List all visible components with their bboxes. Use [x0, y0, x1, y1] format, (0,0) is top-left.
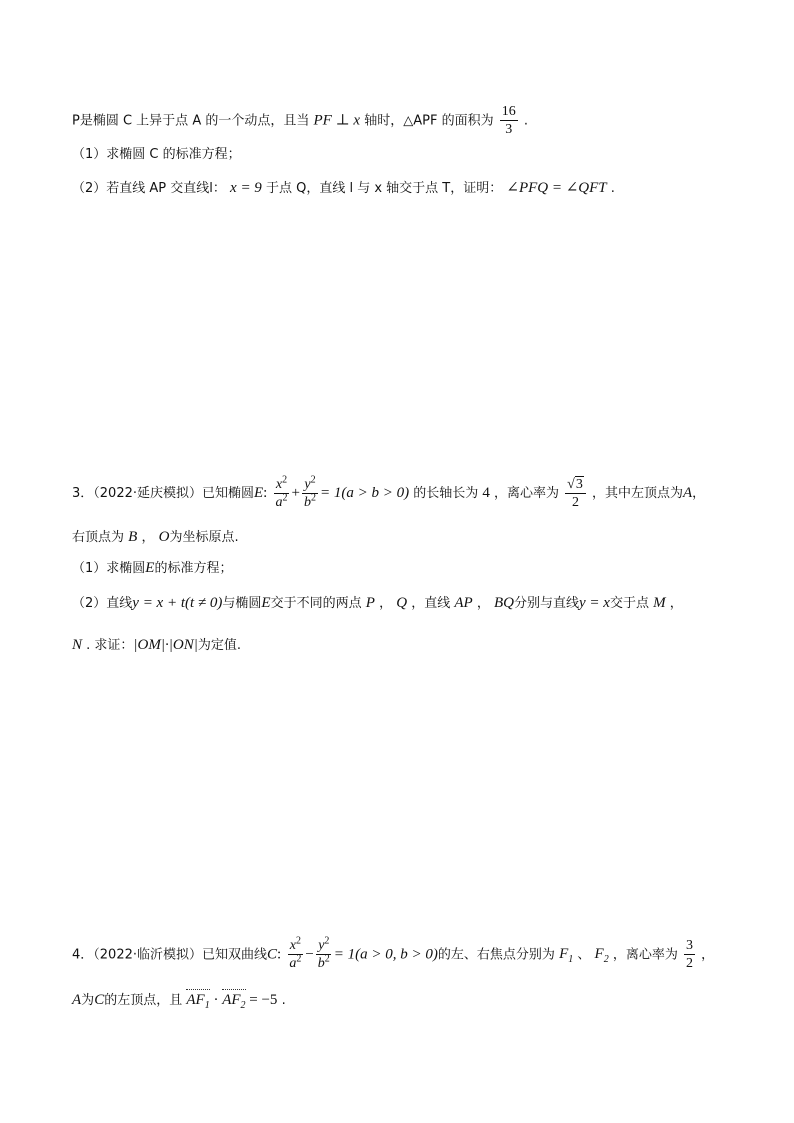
q3-line2: 右顶点为 B ， O为坐标原点.	[72, 529, 239, 545]
fraction-x2-a2: $\frac{x^2}{a^2}$	[275, 473, 288, 510]
math-x-eq-9: x = 9	[230, 180, 262, 196]
text: 轴时，	[364, 113, 404, 129]
fraction-3-2: $\frac{3}{2}$	[686, 938, 693, 972]
fraction-x2-a2: $\frac{x^2}{a^2}$	[289, 935, 302, 972]
math-eq: = 1(a > b > 0)	[319, 484, 410, 501]
text: .	[523, 113, 529, 129]
q3-part2b: N . 求证：|OM|·|ON|为定值.	[72, 637, 241, 653]
vector-af1: $AF_1$	[186, 992, 210, 1011]
q3-part1: （1）求椭圆E的标准方程；	[72, 560, 233, 576]
fraction-sqrt3-2: √ 3 2	[565, 476, 586, 511]
q2-part1: （1）求椭圆 C 的标准方程；	[72, 147, 241, 162]
text: 的面积为	[441, 113, 494, 129]
vector-af2: $AF_2$	[222, 992, 246, 1011]
q4-line2: A为C的左顶点，且 $AF_1 \cdot AF_2 = -5$ .	[72, 992, 286, 1011]
perp-symbol: ⊥	[331, 112, 354, 129]
q3-line1: 3．（2022·延庆模拟）已知椭圆E: $\frac{x^2}{a^2}$ + $\frac{y^2}{b^2}$ = 1(a > b > 0) 的长轴长为 4 ，离心率为 √ 3 2 ，其中左顶点为A，	[72, 473, 706, 511]
q4-line1: 4．（2022·临沂模拟）已知双曲线C: $\frac{x^2}{a^2}$ − $\frac{y^2}{b^2}$ = 1(a > 0, b > 0)的左、右焦点分别为 $F_1$ 、 $F_2$ ，离心率为 $\frac{3}{2}$ ，	[72, 935, 715, 972]
math-line-eq: y = x + t(t ≠ 0)	[132, 595, 223, 611]
fraction-y2-b2: $\frac{y^2}{b^2}$	[317, 935, 330, 972]
math-om-on: |OM|·|ON|	[133, 637, 198, 653]
fraction-y2-b2: $\frac{y^2}{b^2}$	[303, 473, 316, 510]
math-eq: = 1(a > 0, b > 0)	[333, 946, 438, 963]
q2-line1	[72, 104, 528, 138]
q2-part2: （2）若直线 AP 交直线l： x = 9 于点 Q，直线 l 与 x 轴交于点 T，证明： ∠PFQ = ∠QFT .	[72, 180, 615, 196]
math-pf: PF	[313, 112, 332, 129]
triangle-apf: △APF	[403, 113, 438, 129]
q3-part2: （2）直线y = x + t(t ≠ 0)与椭圆E交于不同的两点 P ， Q ，直线 AP ， BQ分别与直线y = x交于点 M ，	[72, 595, 683, 611]
math-angle: ∠PFQ = ∠QFT	[506, 180, 607, 196]
math-x: x	[353, 112, 361, 129]
fraction-16-3: $\frac{16}{3}$	[501, 104, 516, 138]
text: P是椭圆 C 上异于点 A 的一个动点，且当	[72, 113, 310, 129]
